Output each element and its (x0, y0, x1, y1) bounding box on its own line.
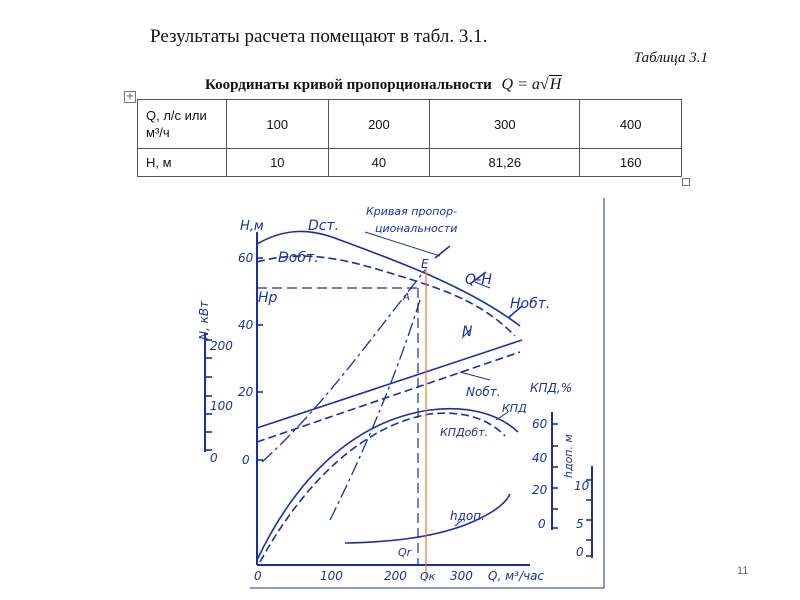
h-obt-label: Hобт. (510, 296, 551, 312)
h-tick-label: 20 (238, 385, 254, 399)
q-r-label: Qr (398, 546, 412, 559)
kpd-tick-label: 60 (532, 417, 548, 431)
hdop-curve (345, 494, 510, 543)
formula-radicand: H (549, 76, 562, 93)
kpd-tick-label: 0 (538, 517, 546, 531)
q-tick-label: 300 (450, 569, 473, 583)
kpd-obt-label: КПДобт. (440, 426, 489, 439)
n-tick-label: 100 (210, 399, 233, 413)
n-label: N (462, 324, 473, 340)
h-tick-label: 0 (242, 453, 250, 467)
hdop-tick-label: 10 (574, 479, 590, 493)
table-cell[interactable]: 200 (328, 100, 430, 149)
kpd-label: КПД (502, 402, 527, 415)
kriv-label-2: циональности (375, 222, 458, 235)
n-tick-label: 0 (210, 451, 218, 465)
h-axis-label: H,м (240, 219, 264, 234)
d-st-label: Dст. (308, 218, 340, 234)
h-r-label: Hр (258, 290, 278, 306)
kpd-tick-label: 20 (532, 483, 548, 497)
row1-header-line2: м³/ч (146, 125, 170, 140)
table-cell[interactable]: 40 (328, 149, 430, 177)
page-number: 11 (737, 565, 749, 577)
q-h-label: Q-H (465, 272, 492, 288)
table-move-handle-icon[interactable]: + (125, 91, 135, 102)
d-obt-label: Dобт. (278, 250, 319, 266)
row1-header-line1: Q, л/с или (146, 108, 207, 123)
q-axis-label: Q, м³/час (488, 569, 545, 583)
radical-sign: √ (539, 76, 549, 93)
hdop-axis-label: hдоп. м (562, 434, 575, 478)
hdop-tick-label: 5 (576, 517, 584, 531)
table-cell[interactable]: 160 (580, 149, 682, 177)
q-tick-label: 100 (320, 569, 343, 583)
point-e-label: E (421, 257, 429, 271)
proportionality-curve-2 (330, 300, 420, 520)
n-tick-label: 200 (210, 339, 233, 353)
table-cell[interactable]: 300 (430, 100, 580, 149)
kriv-label-1: Кривая пропор- (366, 205, 458, 218)
n-obt-label: Nобт. (466, 385, 501, 399)
table-cell[interactable]: H, м (138, 149, 227, 177)
table-caption-text: Координаты кривой пропорциональности (205, 77, 492, 93)
point-a-label: A (403, 292, 410, 303)
hdop-curve-label: hдоп. (450, 509, 485, 523)
table-cell[interactable]: 10 (227, 149, 329, 177)
h-tick-label: 60 (238, 251, 254, 265)
q-tick-label: 0 (254, 569, 262, 583)
kpd-axis-label: КПД,% (530, 381, 573, 395)
kpd-tick-label: 40 (532, 451, 548, 465)
d-obt-curve (257, 256, 515, 336)
n-axis-label: N, кВт (197, 300, 211, 340)
formula-prefix: Q = a (501, 76, 540, 93)
intro-text: Результаты расчета помещают в табл. 3.1. (150, 26, 488, 47)
n-curve (257, 340, 522, 428)
table-label: Таблица 3.1 (633, 50, 708, 66)
table-cell[interactable]: 81,26 (430, 149, 580, 177)
h-tick-label: 40 (238, 318, 254, 332)
proportionality-curve (262, 270, 425, 462)
q-k-label: Qк (420, 570, 436, 583)
hdop-tick-label: 0 (576, 545, 584, 559)
q-tick-label: 200 (384, 569, 407, 583)
table-cell[interactable]: 100 (227, 100, 329, 149)
table-cell[interactable]: 400 (580, 100, 682, 149)
